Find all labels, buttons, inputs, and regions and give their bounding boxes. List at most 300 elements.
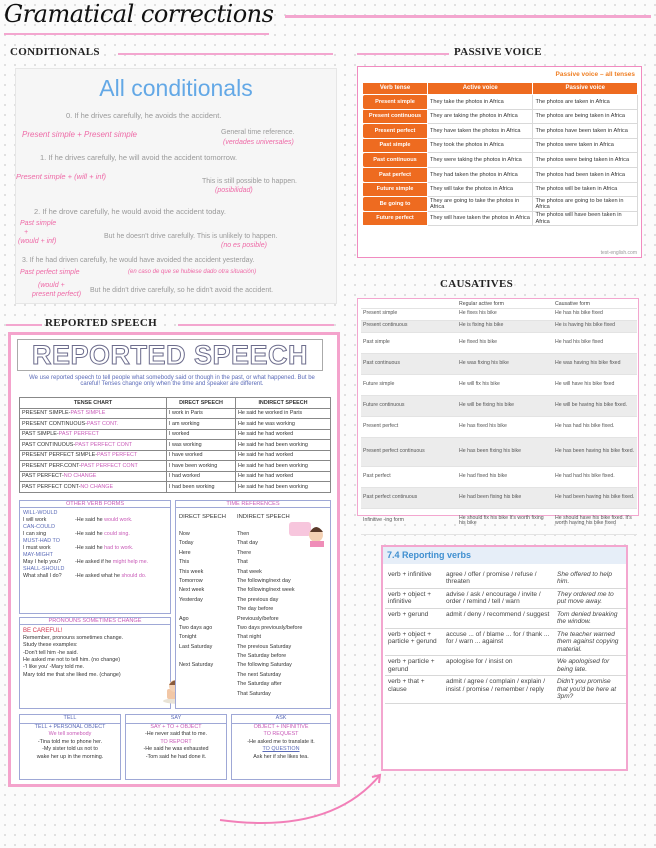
time-direct: Today xyxy=(179,540,194,547)
passive-credit: test-english.com xyxy=(600,250,637,256)
verb-form-said: -He said he xyxy=(75,517,105,524)
ask-rule-3: TO QUESTION xyxy=(262,746,300,753)
tense-to: PAST PERFECT CONT xyxy=(80,462,138,469)
time-direct: Ago xyxy=(179,615,189,622)
reporting-example: They ordered me to put move away. xyxy=(554,588,626,608)
time-indirect: The previous day xyxy=(237,596,279,603)
causatives-regular: He has fixed his bike xyxy=(457,416,553,437)
verb-form-direct: I must work xyxy=(23,545,51,552)
passive-passive: The photos are going to be taken in Africa xyxy=(533,197,638,212)
causatives-heading: CAUSATIVES xyxy=(440,278,514,290)
causatives-row xyxy=(361,508,637,534)
say-example-2: -Tom said he had done it. xyxy=(145,753,207,760)
verb-form-example xyxy=(23,545,167,552)
tell-example-2: -My sister told us not to xyxy=(42,746,98,753)
tense-to: NO CHANGE xyxy=(63,473,97,480)
careful-line: Remember, pronouns sometimes change. xyxy=(23,635,124,642)
verb-form-example xyxy=(23,517,167,524)
passive-passive: The photos were being taken in Africa xyxy=(533,153,638,168)
passive-col-passive: Passive voice xyxy=(533,83,638,95)
ask-rule-2: TO REQUEST xyxy=(263,731,299,738)
time-indirect: Two days previously/before xyxy=(237,624,303,631)
causatives-causative: He had been having his bike fixed. xyxy=(553,487,637,508)
causatives-tense: Future simple xyxy=(361,374,457,395)
tense-direct: I was working xyxy=(167,440,236,451)
verb-form-said: -He said he xyxy=(75,545,105,552)
tense-to: PAST SIMPLE xyxy=(70,410,106,417)
time-row xyxy=(179,540,329,549)
passive-passive: The photos were taken in Africa xyxy=(533,138,638,153)
causatives-row xyxy=(361,320,637,332)
tense-row xyxy=(20,408,331,419)
reporting-verbs-box xyxy=(381,545,628,771)
tense-change xyxy=(20,461,167,472)
careful-line: Mary told me that she liked me. (change) xyxy=(23,671,121,678)
passive-tense: Present perfect xyxy=(363,124,428,139)
cond-second: 2. If he drove carefully, he would avoid the accident today. xyxy=(34,207,226,216)
verb-form-direct: May I help you? xyxy=(23,559,62,566)
tense-change xyxy=(20,450,167,461)
say-example-1: -He said he was exhausted xyxy=(143,746,209,753)
tense-row xyxy=(20,482,331,493)
passive-passive: The photos are taken in Africa xyxy=(533,95,638,110)
tense-col-direct: DIRECT SPEECH xyxy=(167,398,236,409)
careful-line: He asked me not to tell him. (no change) xyxy=(23,656,121,663)
verb-form-label: MAY-MIGHT xyxy=(23,552,53,559)
causatives-row xyxy=(361,437,637,466)
tense-indirect: He said he had been working xyxy=(236,461,331,472)
verb-form-changed: would work. xyxy=(104,517,133,524)
cond-third-s2: (would + xyxy=(38,282,65,289)
passive-tense: Present simple xyxy=(363,95,428,110)
cond-zero-structure: Present simple + Present simple xyxy=(22,130,137,139)
time-direct: Next week xyxy=(179,587,205,594)
passive-tense: Be going to xyxy=(363,197,428,212)
tense-from: PRESENT SIMPLE- xyxy=(22,410,71,417)
passive-row xyxy=(363,95,638,110)
tense-direct: I had worked xyxy=(167,471,236,482)
causatives-regular: He will fix his bike xyxy=(457,374,553,395)
conditionals-heading: CONDITIONALS xyxy=(10,46,100,58)
time-direct xyxy=(179,681,237,690)
verb-form-example xyxy=(23,531,167,538)
page-title: Gramatical corrections xyxy=(4,0,274,28)
verb-form-rule xyxy=(23,566,167,573)
cond-zero-note-es: (verdades universales) xyxy=(223,139,294,146)
tense-direct: I am working xyxy=(167,419,236,430)
causatives-row xyxy=(361,395,637,416)
causatives-tense: Past perfect xyxy=(361,466,457,487)
conditionals-title: All conditionals xyxy=(99,75,253,101)
verb-form-label: MUST-HAD TO xyxy=(23,538,60,545)
time-direct: Now xyxy=(179,531,190,537)
passive-passive: The photos will have been taken in Africa xyxy=(533,211,638,226)
reporting-verb-row xyxy=(385,628,626,655)
causatives-tense: Present simple xyxy=(361,308,457,320)
causatives-regular: He fixed his bike xyxy=(457,332,553,353)
causatives-tense: Future continuous xyxy=(361,395,457,416)
time-direct: Last Saturday xyxy=(179,643,213,650)
verb-form-direct: I will work xyxy=(23,517,47,524)
tense-indirect: He said he had worked xyxy=(236,450,331,461)
tense-from: PAST SIMPLE- xyxy=(22,431,59,438)
reporting-pattern: verb + object + infinitive xyxy=(385,588,443,608)
ask-example-2: Ask her if she likes tea. xyxy=(253,753,309,760)
time-indirect: The Saturday before xyxy=(237,653,287,660)
reporting-pattern: verb + that + clause xyxy=(385,676,443,703)
verb-form-changed: should do. xyxy=(121,573,147,580)
reporting-verbs: apologise for / insist on xyxy=(443,656,554,676)
reported-title: REPORTED SPEECH xyxy=(17,339,323,371)
tense-row xyxy=(20,429,331,440)
passive-row xyxy=(363,124,638,139)
tense-to: NO CHANGE xyxy=(80,483,114,490)
passive-row xyxy=(363,197,638,212)
pronouns-box xyxy=(19,617,171,709)
time-col-direct: DIRECT SPEECH xyxy=(179,514,226,520)
verb-form-said: -He said he xyxy=(75,531,105,538)
passive-active: They had taken the photos in Africa xyxy=(428,167,533,182)
passive-col-tense: Verb tense xyxy=(363,83,428,95)
ask-example-1: -He asked me to translate it. xyxy=(247,738,315,745)
tense-indirect: He said he had worked xyxy=(236,471,331,482)
time-references-title: TIME REFERENCES xyxy=(176,501,330,508)
passive-passive: The photos have been taken in Africa xyxy=(533,124,638,139)
verb-form-label: WILL-WOULD xyxy=(23,510,58,516)
passive-box xyxy=(357,66,642,258)
passive-passive: The photos are being taken in Africa xyxy=(533,109,638,124)
tense-change xyxy=(20,440,167,451)
reporting-pattern: verb + infinitive xyxy=(385,569,443,588)
curved-arrow-icon xyxy=(180,750,390,840)
passive-row xyxy=(363,153,638,168)
causatives-tense: Past simple xyxy=(361,332,457,353)
reporting-verbs-table xyxy=(385,569,626,704)
causatives-causative: He had his bike fixed xyxy=(553,332,637,353)
pronouns-title: PRONOUNS SOMETIMES CHANGE xyxy=(20,618,170,625)
tense-change xyxy=(20,419,167,430)
reporting-verb-row xyxy=(385,588,626,608)
other-verb-forms-title: OTHER VERB FORMS xyxy=(20,501,170,508)
passive-active: They will take the photos in Africa xyxy=(428,182,533,197)
reported-rule-2 xyxy=(178,324,334,326)
causatives-box xyxy=(357,298,639,527)
verb-form-example xyxy=(23,559,167,566)
tense-row xyxy=(20,471,331,482)
tense-change xyxy=(20,482,167,493)
cond-third: 3. If he had driven carefully, he would have avoided the accident yesterday. xyxy=(22,257,255,264)
tell-rule-2: We tell somebody xyxy=(48,731,92,738)
passive-active: They have taken the photos in Africa xyxy=(428,124,533,139)
time-row xyxy=(179,681,329,690)
passive-active: They were taking the photos in Africa xyxy=(428,153,533,168)
cond-first-note: This is still possible to happen. xyxy=(202,178,297,185)
tense-direct: I worked xyxy=(167,429,236,440)
tense-indirect: He said he worked in Paris xyxy=(236,408,331,419)
passive-active: They are going to take the photos in Africa xyxy=(428,197,533,212)
causatives-causative: He will have his bike fixed xyxy=(553,374,637,395)
time-row xyxy=(179,691,329,700)
other-verb-forms-box xyxy=(19,500,171,614)
tense-change xyxy=(20,471,167,482)
causatives-tense: Infinitive -ing form xyxy=(361,508,457,534)
passive-active: They will have taken the photos in Africa xyxy=(428,211,533,226)
verb-form-changed: had to work. xyxy=(104,545,134,552)
causatives-causative: He has had his bike fixed. xyxy=(553,416,637,437)
passive-passive: The photos will be taken in Africa xyxy=(533,182,638,197)
causatives-causative: He is having his bike fixed xyxy=(553,320,637,332)
tense-row xyxy=(20,440,331,451)
passive-row xyxy=(363,211,638,226)
time-row xyxy=(179,587,329,596)
tell-box xyxy=(19,714,121,780)
passive-tense: Past continuous xyxy=(363,153,428,168)
reporting-verbs: accuse ... of / blame ... for / thank ... for / warn ... against xyxy=(443,628,554,655)
time-row xyxy=(179,672,329,681)
causatives-regular: He fixes his bike xyxy=(457,308,553,320)
causatives-row xyxy=(361,416,637,437)
time-row xyxy=(179,662,329,671)
title-underline xyxy=(4,33,269,35)
tense-col-indirect: INDIRECT SPEECH xyxy=(236,398,331,409)
reporting-verbs: admit / agree / complain / explain / insist / promise / remember / reply xyxy=(443,676,554,703)
cond-third-s1: Past perfect simple xyxy=(20,269,80,276)
time-indirect: The next Saturday xyxy=(237,671,282,678)
time-direct xyxy=(179,672,237,681)
causatives-causative: He was having his bike fixed xyxy=(553,353,637,374)
causatives-row xyxy=(361,374,637,395)
cond-zero: 0. If he drives carefully, he avoids the accident. xyxy=(66,111,222,120)
reporting-pattern: verb + gerund xyxy=(385,608,443,628)
causatives-regular: He was fixing his bike xyxy=(457,353,553,374)
causatives-causative: He had had his bike fixed. xyxy=(553,466,637,487)
passive-tense: Future perfect xyxy=(363,211,428,226)
causatives-row xyxy=(361,332,637,353)
passive-passive: The photos had been taken in Africa xyxy=(533,167,638,182)
passive-row xyxy=(363,182,638,197)
tense-to: PAST PERFECT xyxy=(58,431,99,438)
tense-row xyxy=(20,461,331,472)
cond-second-s2: + xyxy=(24,229,29,236)
verb-form-label: SHALL-SHOULD xyxy=(23,566,65,573)
time-row xyxy=(179,625,329,634)
say-rule-3: TO REPORT xyxy=(160,738,192,745)
tense-from: PAST PERFECT CONT- xyxy=(22,483,81,490)
time-indirect: That Saturday xyxy=(237,690,271,697)
cond-zero-note: General time reference. xyxy=(221,129,295,136)
passive-header-row xyxy=(363,83,638,95)
time-direct xyxy=(179,691,237,700)
reporting-verb-row xyxy=(385,608,626,628)
tense-chart-header xyxy=(20,398,331,409)
time-row xyxy=(179,644,329,653)
passive-tense: Past perfect xyxy=(363,167,428,182)
reporting-verbs: advise / ask / encourage / invite / order / remind / tell / warn xyxy=(443,588,554,608)
tense-from: PAST PERFECT- xyxy=(22,473,64,480)
causatives-regular: He had fixed his bike xyxy=(457,466,553,487)
causatives-row xyxy=(361,308,637,320)
verb-form-said: -He asked what he xyxy=(75,573,122,580)
passive-tense: Present continuous xyxy=(363,109,428,124)
causatives-causative: He has his bike fixed xyxy=(553,308,637,320)
time-direct: This week xyxy=(179,568,204,575)
time-row xyxy=(179,616,329,625)
cond-second-s1: Past simple xyxy=(20,220,57,227)
ask-heading: ASK xyxy=(232,715,330,724)
time-indirect: The following/next week xyxy=(237,587,295,594)
causatives-tense: Past perfect continuous xyxy=(361,487,457,508)
tense-change xyxy=(20,408,167,419)
time-indirect: The following Saturday xyxy=(237,662,292,669)
causatives-row xyxy=(361,353,637,374)
tell-example-3: wake her up in the morning. xyxy=(36,753,104,760)
verb-form-changed: could sing. xyxy=(104,531,130,538)
causatives-regular: He should fix his bike It's worth fixing his bike xyxy=(457,508,553,534)
causatives-regular: He will be fixing his bike xyxy=(457,395,553,416)
passive-active: They took the photos in Africa xyxy=(428,138,533,153)
careful-line: -'I like you' -Mary told me. xyxy=(23,664,85,671)
time-indirect: That week xyxy=(237,568,262,575)
title-rule xyxy=(285,15,651,18)
cond-second-s3: (would + inf) xyxy=(18,238,57,245)
time-row xyxy=(179,531,329,540)
time-direct: Yesterday xyxy=(179,596,203,603)
causatives-tense: Present perfect xyxy=(361,416,457,437)
verb-form-label: CAN-COULD xyxy=(23,524,56,531)
passive-box-heading: Passive voice – all tenses xyxy=(555,71,635,78)
cond-third-note-es: (en caso de que se hubiese dado otra situación) xyxy=(128,269,257,275)
causatives-causative: He should have his bike fixed. It's worth having his bike fixed xyxy=(553,508,637,534)
causatives-causative: He has been having his bike fixed. xyxy=(553,437,637,466)
causatives-tense: Present continuous xyxy=(361,320,457,332)
tense-direct: I have been working xyxy=(167,461,236,472)
time-indirect: That night xyxy=(237,634,261,641)
cond-third-note: But he didn't drive carefully, so he didn't avoid the accident. xyxy=(90,287,274,294)
time-references-box xyxy=(175,500,331,709)
careful-label: BE CAREFUL! xyxy=(23,628,63,634)
time-direct: This xyxy=(179,559,190,566)
verb-form-changed: might help me. xyxy=(112,559,149,566)
time-indirect: The following/next day xyxy=(237,577,291,584)
causatives-row xyxy=(361,487,637,508)
time-indirect: The previous Saturday xyxy=(237,643,292,650)
time-row xyxy=(179,578,329,587)
cond-first-structure: Present simple + (will + inf) xyxy=(16,172,107,181)
time-row xyxy=(179,569,329,578)
reporting-verb-row xyxy=(385,656,626,676)
verb-form-direct: I can sing xyxy=(23,531,47,538)
tell-rule-1: TELL + PERSONAL OBJECT xyxy=(34,723,106,730)
reported-box xyxy=(8,332,340,787)
tell-heading: TELL xyxy=(20,715,120,724)
time-row xyxy=(179,550,329,559)
passive-tense: Future simple xyxy=(363,182,428,197)
causatives-row xyxy=(361,466,637,487)
time-row xyxy=(179,653,329,662)
verb-form-example xyxy=(23,573,167,580)
passive-row xyxy=(363,109,638,124)
causatives-regular: He had been fixing his bike xyxy=(457,487,553,508)
time-col-indirect: INDIRECT SPEECH xyxy=(237,514,290,520)
reporting-verb-row xyxy=(385,569,626,588)
time-indirect: There xyxy=(237,549,252,556)
conditionals-card xyxy=(15,68,337,304)
passive-table xyxy=(362,82,638,226)
reporting-verbs-title: 7.4 Reporting verbs xyxy=(383,547,626,564)
verb-form-rule xyxy=(23,510,167,517)
time-direct xyxy=(179,606,237,615)
time-direct: Next Saturday xyxy=(179,662,214,669)
causatives-tense: Present perfect continuous xyxy=(361,437,457,466)
reporting-example: We apologised for being late. xyxy=(554,656,626,676)
causatives-col-regular: Regular active form xyxy=(457,302,553,308)
cond-second-note-es: (no es posible) xyxy=(221,242,267,249)
reporting-example: Didn't you promise that you'd be here at 3pm? xyxy=(554,676,626,703)
reporting-pattern: verb + particle + gerund xyxy=(385,656,443,676)
time-row xyxy=(179,606,329,615)
say-rule-2: -He never said that to me. xyxy=(144,731,208,738)
tense-direct: I work in Paris xyxy=(167,408,236,419)
tense-row xyxy=(20,419,331,430)
passive-active: They are taking the photos in Africa xyxy=(428,109,533,124)
cond-second-note: But he doesn't drive carefully. This is unlikely to happen. xyxy=(104,233,278,240)
cond-first-note-es: (posibilidad) xyxy=(215,187,253,194)
time-indirect: That xyxy=(237,559,248,566)
tense-row xyxy=(20,450,331,461)
time-indirect: That day xyxy=(237,540,258,547)
verb-form-direct: What shall I do? xyxy=(23,573,62,580)
causatives-table xyxy=(361,302,637,535)
passive-col-active: Active voice xyxy=(428,83,533,95)
tense-to: PAST PERFECT CONT xyxy=(75,441,133,448)
time-row xyxy=(179,559,329,568)
time-direct: Tonight xyxy=(179,634,197,641)
time-direct: Two days ago xyxy=(179,624,213,631)
verb-form-said: -He asked if he xyxy=(75,559,113,566)
verb-form-rule xyxy=(23,524,167,531)
causatives-tense: Past continuous xyxy=(361,353,457,374)
reporting-verbs: admit / deny / recommend / suggest xyxy=(443,608,554,628)
passive-active: They take the photos in Africa xyxy=(428,95,533,110)
time-direct: Tomorrow xyxy=(179,577,203,584)
passive-row xyxy=(363,138,638,153)
careful-line: -Don't tell him -he said. xyxy=(23,649,78,656)
tense-indirect: He said he had been working xyxy=(236,482,331,493)
passive-tense: Past simple xyxy=(363,138,428,153)
reporting-example: She offered to help him. xyxy=(554,569,626,588)
tense-indirect: He said he had worked xyxy=(236,429,331,440)
tense-indirect: He said he had been working xyxy=(236,440,331,451)
verb-form-rule xyxy=(23,538,167,545)
tense-to: PAST PERFECT xyxy=(97,452,138,459)
reporting-example: The teacher warned them against copying material. xyxy=(554,628,626,655)
causatives-col-causative: Causative form xyxy=(553,302,637,308)
reporting-verb-row xyxy=(385,676,626,703)
causatives-causative: He will be having his bike fixed. xyxy=(553,395,637,416)
careful-line: Study these examples: xyxy=(23,642,78,649)
tense-to: PAST CONT. xyxy=(86,420,119,427)
tense-from: PAST CONTINUOUS- xyxy=(22,441,76,448)
time-indirect: The Saturday after xyxy=(237,681,282,688)
say-rule-1: SAY + TO + OBJECT xyxy=(150,723,202,730)
reporting-pattern: verb + object + particle + gerund xyxy=(385,628,443,655)
tense-change xyxy=(20,429,167,440)
time-indirect: Previously/before xyxy=(237,615,279,622)
conditionals-rule xyxy=(118,53,333,55)
time-direct: Here xyxy=(179,549,191,556)
passive-row xyxy=(363,167,638,182)
tense-col-chart: TENSE CHART xyxy=(20,398,167,409)
